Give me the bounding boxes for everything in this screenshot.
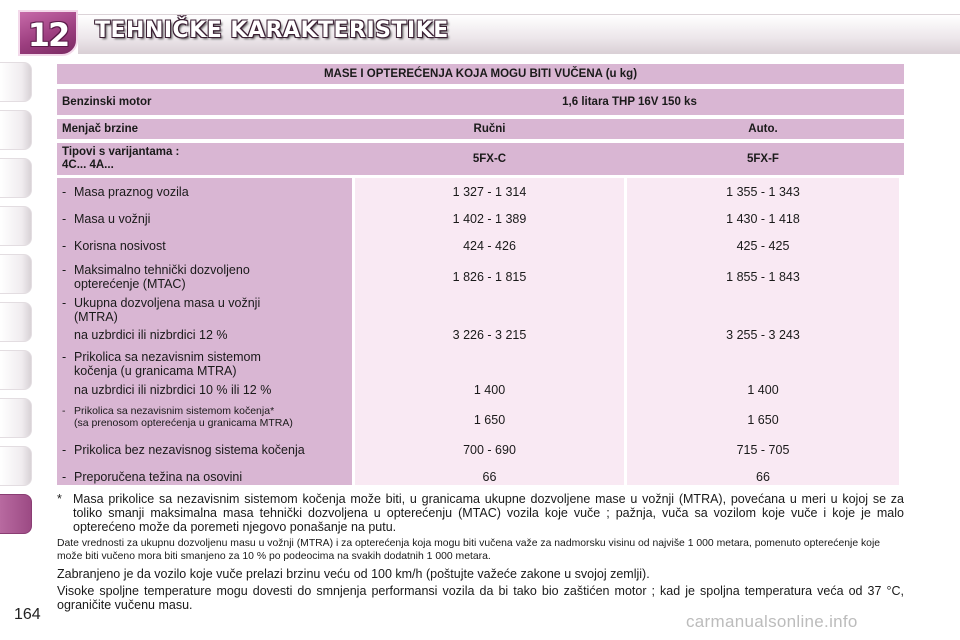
section-tab[interactable] bbox=[0, 254, 32, 294]
auto-value: 1 400 bbox=[747, 383, 779, 397]
footnote-star bbox=[57, 492, 904, 534]
types-row bbox=[57, 143, 904, 175]
manual-value: 1 327 - 1 314 bbox=[452, 185, 527, 199]
manual-value: 1 826 - 1 815 bbox=[452, 270, 527, 284]
engine-label: Benzinski motor bbox=[57, 89, 352, 115]
spec-table bbox=[57, 64, 904, 485]
notes bbox=[57, 492, 904, 612]
section-tab[interactable] bbox=[0, 206, 32, 246]
altitude-note: Date vrednosti za ukupnu dozvoljenu masu u vožnji (MTRA) i za opterećenja koja mogu biti vučena važe za nadmorsku visinu od najviše 1 000 metara, pomenuto opterećenje koje može biti vučeno mora biti smanjeno za 10 % po podeocima na svakih dodatnih 1 000 metara. bbox=[57, 538, 881, 562]
type-auto: 5FX-F bbox=[627, 143, 899, 175]
auto-value: 1 355 - 1 343 bbox=[726, 185, 800, 199]
types-label-line1: Tipovi s varijantama : bbox=[62, 146, 180, 158]
engine-row bbox=[57, 89, 904, 115]
types-label-line2: 4C... 4A... bbox=[62, 159, 114, 171]
manual-value: 700 - 690 bbox=[463, 443, 516, 457]
footnote-marker: * bbox=[57, 492, 62, 506]
gearbox-label: Menjač brzine bbox=[57, 119, 352, 139]
temperature-note: Visoke spoljne temperature mogu dovesti do smnjenja performansi vozila da bi tako bio zaštićen motor ; kad je spoljna temperatura veća od 37 °C, ograničite vučenu masu. bbox=[57, 584, 904, 612]
section-tab[interactable] bbox=[0, 398, 32, 438]
manual-value: 1 402 - 1 389 bbox=[452, 212, 527, 226]
footnote-text: Masa prikolice sa nezavisnim sistemom kočenja može biti, u granicama ukupne dozvoljene mase u vožnji (MTRA), povećana u meri u kojoj se za toliko smanji maksimalna masa tehnički dozvoljena u opterećenju (MTAC) vozila koje vuče ; pažnja, vuča sa vozilom koje vuče i koje je malo opterećeno može da poremeti njegovo ponašanje na putu. bbox=[73, 492, 904, 534]
manual-value: 3 226 - 3 215 bbox=[452, 328, 527, 342]
manual-value: 1 400 bbox=[473, 383, 506, 397]
table-title: MASE I OPTEREĆENJA KOJA MOGU BITI VUČENA (u kg) bbox=[57, 64, 904, 84]
auto-value: 3 255 - 3 243 bbox=[726, 328, 800, 342]
section-tab-active[interactable] bbox=[0, 494, 32, 534]
manual-value: 1 650 bbox=[473, 413, 506, 427]
auto-column bbox=[627, 178, 899, 485]
page-number: 164 bbox=[14, 606, 41, 623]
auto-value: 1 650 bbox=[747, 413, 779, 427]
section-tab[interactable] bbox=[0, 110, 32, 150]
manual-value: 66 bbox=[482, 470, 497, 484]
auto-value: 1 855 - 1 843 bbox=[726, 270, 800, 284]
section-tabs bbox=[0, 62, 36, 542]
section-tab[interactable] bbox=[0, 302, 32, 342]
chapter-badge bbox=[18, 10, 78, 56]
types-label bbox=[57, 143, 352, 175]
gearbox-auto: Auto. bbox=[627, 119, 899, 139]
manual-column bbox=[355, 178, 624, 485]
manual-value: 424 - 426 bbox=[463, 239, 516, 253]
section-tab[interactable] bbox=[0, 158, 32, 198]
auto-value: 1 430 - 1 418 bbox=[726, 212, 800, 226]
type-manual: 5FX-C bbox=[355, 143, 624, 175]
engine-value: 1,6 litara THP 16V 150 ks bbox=[355, 89, 904, 115]
watermark: carmanualsonline.info bbox=[686, 612, 858, 631]
section-tab[interactable] bbox=[0, 350, 32, 390]
speed-note: Zabranjeno je da vozilo koje vuče prelazi brzinu veću od 100 km/h (poštujte važeće zakone u svojoj zemlji). bbox=[57, 567, 650, 581]
page-title: TEHNIČKE KARAKTERISTIKE bbox=[95, 18, 449, 43]
gearbox-manual: Ručni bbox=[355, 119, 624, 139]
auto-value: 715 - 705 bbox=[736, 443, 790, 457]
label-column: - Masa praznog vozila - Masa u vožnji - Korisna nosivost - Maksimalno tehnički dozvoljeno opterećenje (MTAC) - Ukupna dozvoljena masa u vožnji (MTRA) na uzbrdici ili nizbrdici 12 % - Prikolica sa nezavisnim sistemom kočenja (u granicama MTRA) na uzbrdici ili nizbrdici 10 % ili 12 % - Prikolica sa nezavisnim sistemom kočenja* (sa prenosom opterećenja u granicama MTRA) - Prikolica bez nezavisnog sistema kočenja - Preporučena težina na osovini bbox=[57, 178, 352, 485]
table-body bbox=[57, 178, 904, 485]
auto-value: 66 bbox=[756, 470, 770, 484]
gearbox-row bbox=[57, 119, 904, 139]
auto-value: 425 - 425 bbox=[736, 239, 790, 253]
chapter-number: 12 bbox=[27, 16, 69, 54]
section-tab[interactable] bbox=[0, 62, 32, 102]
section-tab[interactable] bbox=[0, 446, 32, 486]
